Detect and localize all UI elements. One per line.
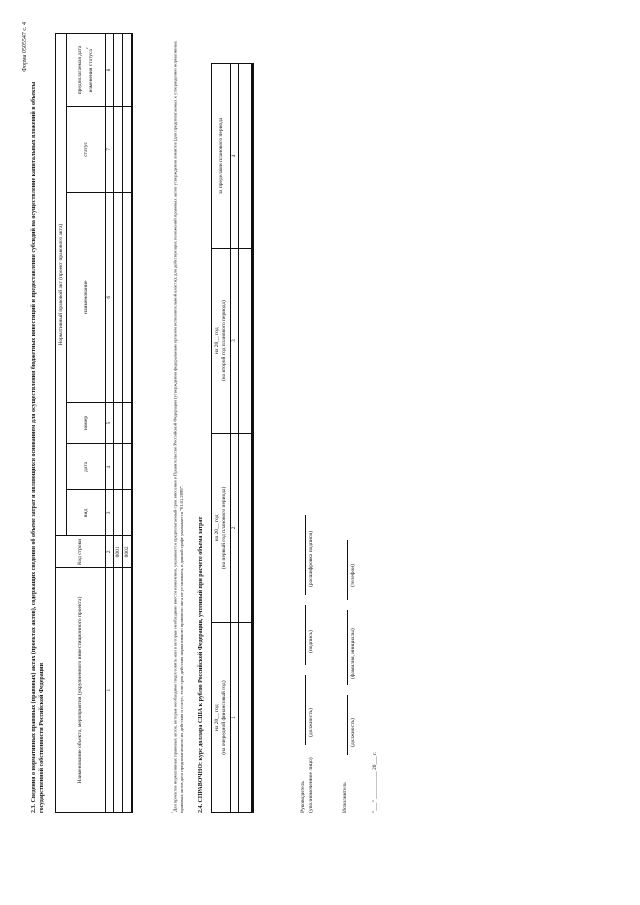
empty-cell[interactable] xyxy=(114,106,123,192)
executor-label: Исполнитель xyxy=(342,782,348,813)
section-2-4-title: 2.4. СПРАВОЧНО: курс доллара США к рублю Российской Федерации, учтенный при расчете объема затрат xyxy=(198,516,204,813)
table-row xyxy=(239,64,253,813)
date-line[interactable]: "___" __________ 20___ г. xyxy=(372,751,378,813)
head-label: Руководитель xyxy=(300,781,306,813)
head-sublabel: (уполномоченное лицо) xyxy=(308,757,314,813)
position-caption: (должность) xyxy=(308,708,314,737)
col-second-plan-year: на 20__ год (на второй год планового периода) xyxy=(212,248,231,433)
empty-cell[interactable] xyxy=(123,34,133,107)
row-code: 0001 xyxy=(114,536,123,568)
decoding-line[interactable] xyxy=(305,515,306,595)
col-number-cell: 4 xyxy=(231,64,239,249)
col-legal-act-group: Нормативный правовой акт (проект правового акта) xyxy=(56,34,67,536)
fio-caption: (фамилия, инициалы) xyxy=(350,628,356,679)
exec-position-line[interactable] xyxy=(347,695,348,755)
signature-line[interactable] xyxy=(305,605,306,665)
table-row xyxy=(123,34,133,813)
table-row xyxy=(114,34,123,813)
col-title: наименование xyxy=(67,192,106,402)
col-number-cell: 2 xyxy=(231,433,239,623)
col-number-cell: 4 xyxy=(106,444,114,490)
col-beyond-plan: за пределами планового периода xyxy=(212,64,231,249)
empty-cell[interactable] xyxy=(239,433,253,623)
empty-cell[interactable] xyxy=(114,402,123,444)
form-number: Форма 0505547 с. 4 xyxy=(22,22,28,72)
col-change-date: предполагаемая дата изменения статуса$^{^2}$ xyxy=(67,34,106,107)
col-number-cell: 8 xyxy=(106,34,114,107)
empty-cell[interactable] xyxy=(123,106,133,192)
col-number-cell: 2 xyxy=(106,536,114,568)
col-current-year: на 20__ год (на очередной финансовый год) xyxy=(212,623,231,813)
footnote: $^{^2}$Для проектов нормативных правовых актов, которые необходимо подготовить или в которые необходимо внести изменения, указывается предполагаемый срок внесения в Правительство Российской Федерации (утверждения федеральным органом исполнительной власти); для действующих положений правовых актов утверждения лимитов (для предполагаемых к утверждению нормативных правовых актов дата предполагаемого их действия и статус, если срок действия нормативного правового акта не установлен, в данной графе указывается "01.01.2099". xyxy=(171,40,184,813)
empty-cell[interactable] xyxy=(123,490,133,536)
phone-caption: (телефон) xyxy=(350,563,356,587)
col-first-plan-year: на 20__ год (на первый год планового периода) xyxy=(212,433,231,623)
col-number-cell: 3 xyxy=(106,490,114,536)
fio-line[interactable] xyxy=(347,610,348,685)
exec-position-caption: (должность) xyxy=(350,718,356,747)
footnote-mark: ² xyxy=(85,47,91,49)
empty-cell[interactable] xyxy=(239,623,253,813)
empty-cell[interactable] xyxy=(123,568,133,813)
empty-cell[interactable] xyxy=(114,490,123,536)
col-number: номер xyxy=(67,402,106,444)
col-number-cell: 3 xyxy=(231,248,239,433)
col-number-cell: 1 xyxy=(106,568,114,813)
empty-cell[interactable] xyxy=(123,444,133,490)
col-date: дата xyxy=(67,444,106,490)
row-code: 0002 xyxy=(123,536,133,568)
legal-acts-table xyxy=(55,33,133,813)
col-kind: вид xyxy=(67,490,106,536)
col-number-cell: 1 xyxy=(231,623,239,813)
empty-cell[interactable] xyxy=(114,568,123,813)
col-number-cell: 5 xyxy=(106,402,114,444)
empty-cell[interactable] xyxy=(123,192,133,402)
empty-cell[interactable] xyxy=(123,402,133,444)
col-status: статус xyxy=(67,106,106,192)
empty-cell[interactable] xyxy=(114,192,123,402)
section-2-3-title: 2.3. Сведения о нормативных правовых (правовых) актах (проектах актов), содержащих сведения об объеме затрат и являющихся основанием для осуществления бюджетных инвестиций и предоставления субсидий на осуществление капитальных вложений в объекты государственной собственности Российской Федерации xyxy=(31,81,45,813)
phone-line[interactable] xyxy=(347,540,348,600)
empty-cell[interactable] xyxy=(114,34,123,107)
col-number-cell: 6 xyxy=(106,192,114,402)
col-number-cell: 7 xyxy=(106,106,114,192)
signature-caption: (подпись) xyxy=(308,630,314,653)
position-line[interactable] xyxy=(305,675,306,745)
footnote-mark: ² xyxy=(171,811,175,813)
col-object-name: Наименование объекта, мероприятия (укрупненного инвестиционного проекта) xyxy=(56,568,106,813)
decoding-caption: (расшифровка подписи) xyxy=(308,530,314,587)
empty-cell[interactable] xyxy=(114,444,123,490)
empty-cell[interactable] xyxy=(239,248,253,433)
usd-rate-table xyxy=(211,63,254,813)
empty-cell[interactable] xyxy=(239,64,253,249)
col-row-code: Код строки xyxy=(56,536,106,568)
